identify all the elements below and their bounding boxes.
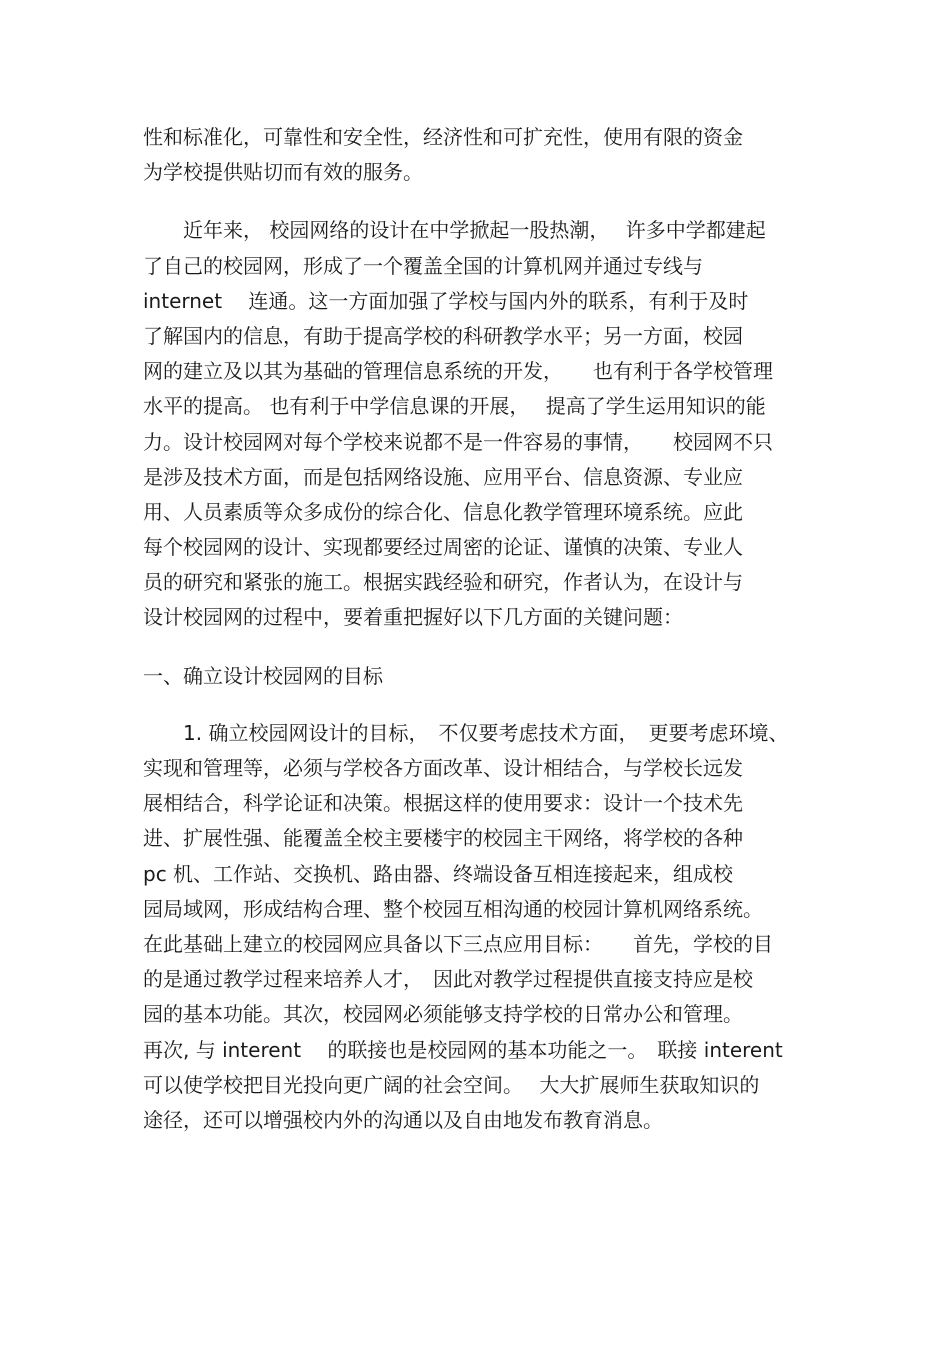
text-line: 性和标准化，可靠性和安全性，经济性和可扩充性，使用有限的资金 <box>143 125 743 149</box>
text-line: internet 连通。这一方面加强了学校与国内外的联系，有利于及时 <box>143 289 749 313</box>
text-line: 每个校园网的设计、实现都要经过周密的论证、谨慎的决策、专业人 <box>143 535 743 559</box>
text-line: 实现和管理等，必须与学校各方面改革、设计相结合，与学校长远发 <box>143 756 743 780</box>
text-line: 可以使学校把目光投向更广阔的社会空间。 大大扩展师生获取知识的 <box>143 1073 760 1097</box>
section-heading: 一、确立设计校园网的目标 <box>143 664 383 688</box>
text-line: 进、扩展性强、能覆盖全校主要楼宇的校园主干网络，将学校的各种 <box>143 826 743 850</box>
text-line: pc 机、工作站、交换机、路由器、终端设备互相连接起来，组成校 <box>143 862 734 886</box>
text-line: 员的研究和紧张的施工。根据实践经验和研究，作者认为，在设计与 <box>143 570 743 594</box>
text-line: 是涉及技术方面，而是包括网络设施、应用平台、信息资源、专业应 <box>143 465 743 489</box>
text-line: 网的建立及以其为基础的管理信息系统的开发， 也有利于各学校管理 <box>143 359 773 383</box>
text-line: 近年来， 校园网络的设计在中学掀起一股热潮， 许多中学都建起 <box>143 218 766 242</box>
text-line: 力。设计校园网对每个学校来说都不是一件容易的事情， 校园网不只 <box>143 430 773 454</box>
text-line: 再次, 与 interent 的联接也是校园网的基本功能之一。 联接 interent <box>143 1038 783 1062</box>
text-line: 了解国内的信息，有助于提高学校的科研教学水平；另一方面，校园 <box>143 324 743 348</box>
text-line: 为学校提供贴切而有效的服务。 <box>143 160 423 184</box>
text-line: 水平的提高。 也有利于中学信息课的开展， 提高了学生运用知识的能 <box>143 394 766 418</box>
text-line: 1. 确立校园网设计的目标， 不仅要考虑技术方面， 更要考虑环境、 <box>143 721 789 745</box>
text-line: 设计校园网的过程中，要着重把握好以下几方面的关键问题： <box>143 605 683 629</box>
text-line: 的是通过教学过程来培养人才， 因此对教学过程提供直接支持应是校 <box>143 967 753 991</box>
text-line: 在此基础上建立的校园网应具备以下三点应用目标： 首先，学校的目 <box>143 932 773 956</box>
text-line: 途径，还可以增强校内外的沟通以及自由地发布教育消息。 <box>143 1108 663 1132</box>
text-line: 园局域网，形成结构合理、整个校园互相沟通的校园计算机网络系统。 <box>143 897 763 921</box>
text-line: 展相结合，科学论证和决策。根据这样的使用要求：设计一个技术先 <box>143 791 743 815</box>
text-line: 了自己的校园网，形成了一个覆盖全国的计算机网并通过专线与 <box>143 254 703 278</box>
text-line: 园的基本功能。其次，校园网必须能够支持学校的日常办公和管理。 <box>143 1002 743 1026</box>
text-line: 用、人员素质等众多成份的综合化、信息化教学管理环境系统。应此 <box>143 500 743 524</box>
